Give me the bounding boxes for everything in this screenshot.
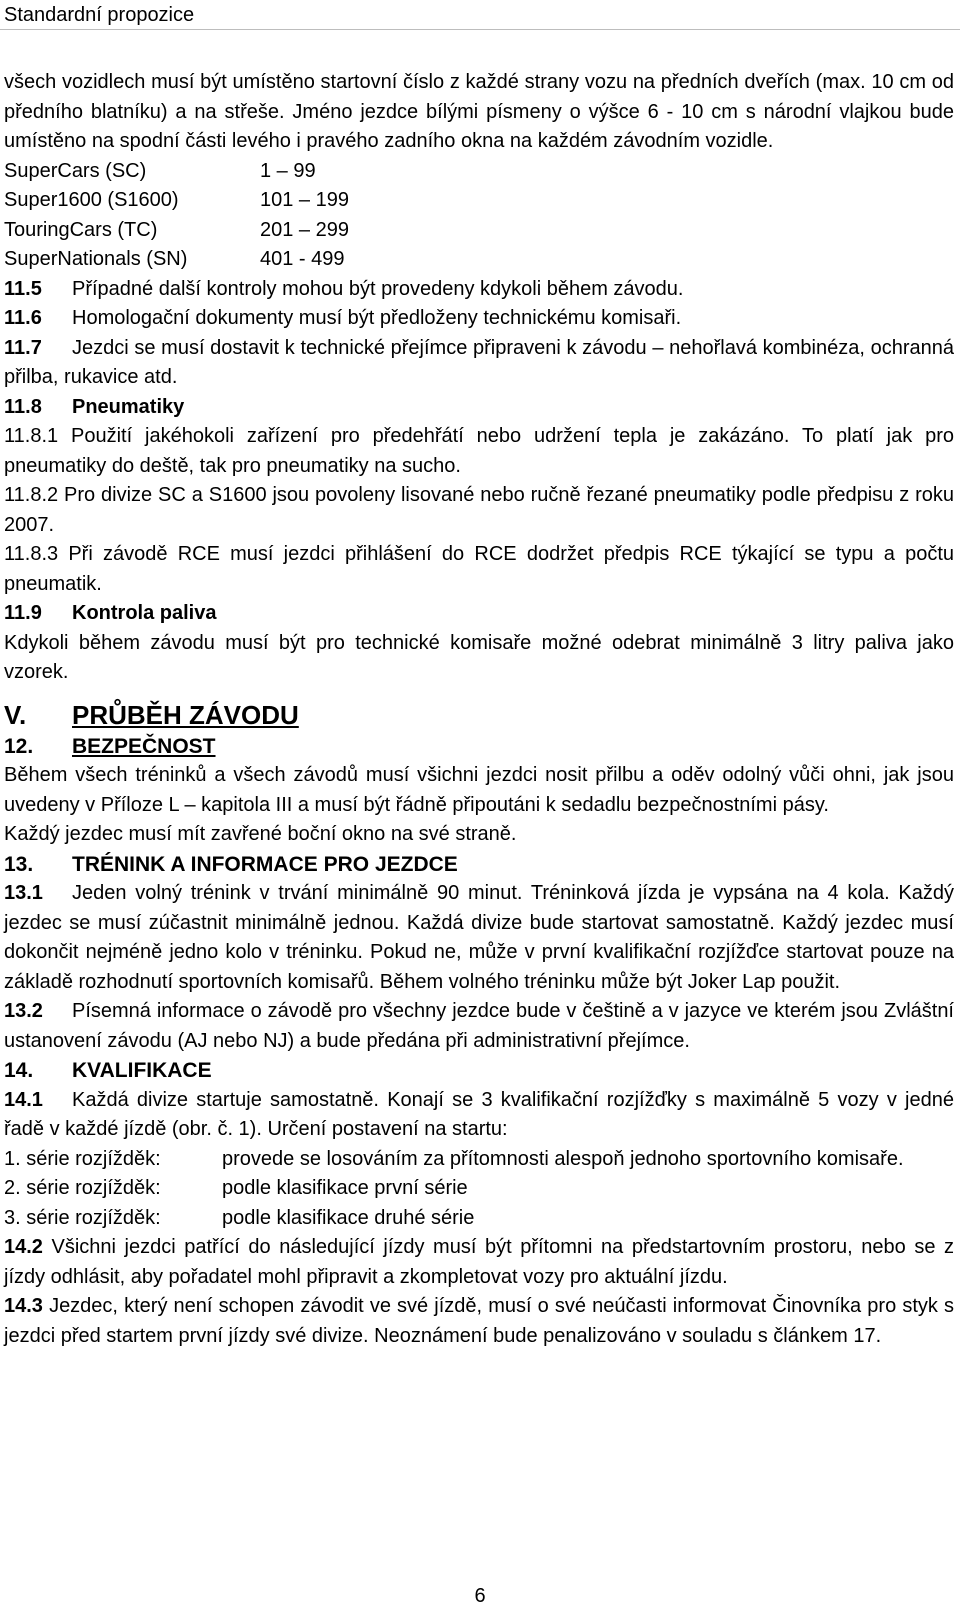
intro-paragraph: všech vozidlech musí být umístěno startovní číslo z každé strany vozu na předních dveřích (max. 10 cm od předního blatníku) a na střeše. Jméno jezdce bílými písmeny o výšce 6 - 10 cm s národní vlajkou bude umístěno na spodní části levého i pravého zadního okna na každém závodním vozidle. — [4, 71, 954, 152]
heat-series-list — [4, 1145, 954, 1234]
section-number: 13. — [4, 852, 34, 876]
category-range: 401 - 499 — [260, 248, 345, 270]
section-12-heading — [4, 732, 954, 762]
section-11-6 — [4, 304, 954, 334]
document-body — [4, 68, 954, 1351]
section-text: Jezdci se musí dostavit k technické přejímce připraveni k závodu – nehořlavá kombinéza, ochranná přilba, rukavice atd. — [4, 336, 954, 388]
page-number: 6 — [474, 1585, 486, 1607]
section-number: 11.9 — [4, 602, 42, 624]
section-number: 11.8 — [4, 395, 42, 418]
category-row — [4, 186, 954, 216]
section-title: TRÉNINK A INFORMACE PRO JEZDCE — [72, 852, 458, 876]
section-11-9-heading — [4, 599, 954, 629]
heat-series-text: podle klasifikace první série — [222, 1177, 468, 1199]
section-14-heading — [4, 1056, 954, 1086]
section-number: 11.8.1 — [4, 425, 59, 447]
section-text: Při závodě RCE musí jezdci přihlášení do RCE dodržet předpis RCE týkající se typu a počtu pneumatik. — [4, 543, 955, 595]
section-title: Kontrola paliva — [72, 602, 217, 624]
section-text: Použití jakéhokoli zařízení pro předehřátí nebo udržení tepla je zakázáno. To platí jak pro pneumatiky do deště, tak pro pneumatiky na sucho. — [4, 425, 954, 477]
heat-series-item — [4, 1145, 954, 1175]
chapter-heading — [4, 698, 954, 732]
section-13-2 — [4, 997, 954, 1056]
section-number: 13.1 — [4, 882, 43, 904]
section-13-heading — [4, 850, 954, 880]
section-title: BEZPEČNOST — [72, 734, 216, 758]
section-11-9-text: Kdykoli během závodu musí být pro technické komisaře možné odebrat minimálně 3 litry paliva jako vzorek. — [4, 631, 954, 683]
heat-series-item — [4, 1174, 954, 1204]
category-row — [4, 216, 954, 246]
section-text: Písemná informace o závodě pro všechny jezdce bude v češtině a v jazyce ve kterém jsou Zvláštní ustanovení závodu (AJ nebo NJ) a bude předána při administrativní přejímce. — [4, 1000, 954, 1052]
section-14-2 — [4, 1233, 954, 1292]
section-number: 13.2 — [4, 1000, 43, 1022]
section-title: KVALIFIKACE — [72, 1059, 212, 1082]
section-11-8-2 — [4, 481, 954, 540]
section-number: 11.7 — [4, 336, 42, 359]
section-text: Pro divize SC a S1600 jsou povoleny lisované nebo ručně řezané pneumatiky podle předpisu z roku 2007. — [4, 484, 954, 536]
section-text: Jeden volný trénink v trvání minimálně 90 minut. Tréninková jízda je vypsána na 4 kola. Každý jezdec se musí zúčastnit minimálně jednou. Každá divize bude startovat samostatně. Každý jezdec musí dokončit nejméně jedno kolo v tréninku. Pokud ne, může v první kvalifikační rozjížďce startovat pouze na základě rozhodnutí sportovních komisařů. Během volného tréninku může být Joker Lap použit. — [4, 882, 954, 993]
category-number-table — [4, 157, 954, 275]
section-title: Pneumatiky — [72, 395, 185, 418]
section-11-7 — [4, 334, 954, 393]
section-text: Všichni jezdci patřící do následující jízdy musí být přítomni na předstartovním prostoru, nebo se z jízdy odhlásit, aby pořadatel mohl připravit a zkompletovat vozy pro aktuální jízdu. — [4, 1236, 955, 1288]
category-name: SuperCars (SC) — [4, 159, 147, 182]
section-12-text-2: Každý jezdec musí mít zavřené boční okno na své straně. — [4, 823, 517, 845]
section-14-3 — [4, 1292, 954, 1351]
section-14-1 — [4, 1086, 954, 1145]
document-title: Standardní propozice — [4, 4, 195, 26]
section-number: 14.2 — [4, 1236, 43, 1258]
chapter-number: V. — [4, 699, 27, 730]
heat-series-label: 3. série rozjížděk: — [4, 1206, 161, 1229]
section-number: 12. — [4, 734, 34, 758]
section-number: 14. — [4, 1059, 34, 1082]
section-text: Jezdec, který není schopen závodit ve své jízdě, musí o své neúčasti informovat Činovníka pro styk s jezdci před startem první jízdy své divize. Neoznámení bude penalizováno v souladu s článkem 17. — [4, 1295, 954, 1347]
category-range: 1 – 99 — [260, 159, 316, 182]
heat-series-item — [4, 1204, 954, 1234]
section-number: 14.1 — [4, 1088, 43, 1111]
section-13-1 — [4, 879, 954, 997]
section-11-8-1 — [4, 422, 954, 481]
category-range: 201 – 299 — [260, 218, 349, 241]
section-text: Každá divize startuje samostatně. Konají se 3 kvalifikační rozjížďky s maximálně 5 vozy v jedné řadě v každé jízdě (obr. č. 1). Určení postavení na startu: — [4, 1088, 954, 1140]
section-11-8-heading — [4, 393, 954, 423]
category-name: SuperNationals (SN) — [4, 248, 188, 270]
section-text: Homologační dokumenty musí být předloženy technickému komisaři. — [72, 307, 682, 329]
heat-series-text: podle klasifikace druhé série — [222, 1206, 475, 1229]
section-11-5 — [4, 275, 954, 305]
section-number: 11.5 — [4, 277, 42, 300]
category-name: TouringCars (TC) — [4, 218, 158, 241]
heat-series-label: 1. série rozjížděk: — [4, 1147, 161, 1170]
heat-series-label: 2. série rozjížděk: — [4, 1177, 161, 1199]
chapter-title: PRŮBĚH ZÁVODU — [72, 699, 299, 730]
section-number: 11.6 — [4, 307, 42, 329]
document-header — [0, 0, 960, 30]
section-12-text: Během všech tréninků a všech závodů musí všichni jezdci nosit přilbu a oděv odolný vůči ohni, jak jsou uvedeny v Příloze L – kapitola III a musí být řádně připoutáni k sedadlu bezpečnostními pásy. — [4, 764, 954, 816]
category-row — [4, 157, 954, 187]
category-row — [4, 245, 954, 275]
section-number: 11.8.2 — [4, 484, 59, 506]
section-number: 11.8.3 — [4, 543, 59, 565]
category-range: 101 – 199 — [260, 189, 349, 211]
heat-series-text: provede se losováním za přítomnosti alespoň jednoho sportovního komisaře. — [222, 1147, 904, 1170]
section-11-8-3 — [4, 540, 954, 599]
category-name: Super1600 (S1600) — [4, 189, 179, 211]
section-number: 14.3 — [4, 1295, 43, 1317]
section-text: Případné další kontroly mohou být provedeny kdykoli během závodu. — [72, 277, 684, 300]
